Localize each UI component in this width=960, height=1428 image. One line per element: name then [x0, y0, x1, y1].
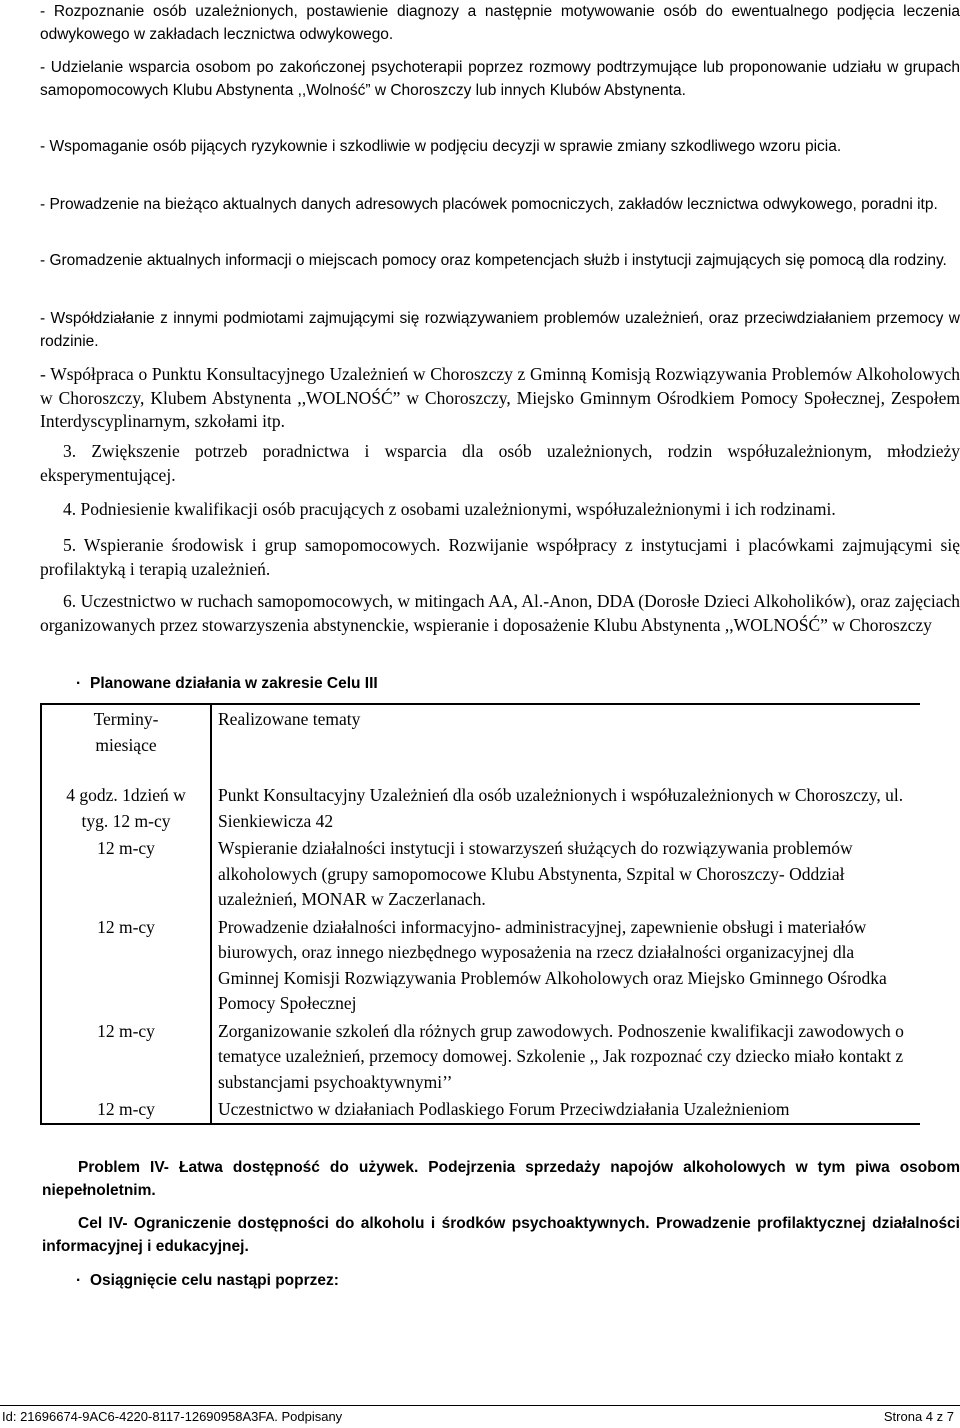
header-topic: Realizowane tematy: [211, 704, 920, 781]
footer-page-number: Strona 4 z 7: [883, 1409, 954, 1424]
table-row: [41, 1017, 920, 1096]
footer-document-id: Id: 21696674-9AC6-4220-8117-12690958A3FA. Podpisany: [2, 1409, 343, 1424]
table-row: [41, 1095, 920, 1124]
row-topic: Uczestnictwo w działaniach Podlaskiego Forum Przeciwdziałania Uzależnieniom: [211, 1095, 920, 1124]
numbered-item-5: 5. Wspieranie środowisk i grup samopomocowych. Rozwijanie współpracy z instytucjami i placówkami zajmującymi się profilaktyką i terapią uzależnień.: [40, 535, 960, 579]
row-term: 12 m-cy: [41, 1095, 211, 1124]
row-term: 12 m-cy: [41, 834, 211, 913]
plan-heading-text: Planowane działania w zakresie Celu III: [90, 675, 378, 692]
table-row: [41, 913, 920, 1017]
intro-item-cooperation-entities: - Współdziałanie z innymi podmiotami zajmującymi się rozwiązywaniem problemów uzależnień, oraz przeciwdziałaniem przemocy w rodzinie.: [40, 310, 960, 350]
header-term: Terminy-miesiące: [41, 704, 211, 781]
row-term: 12 m-cy: [41, 1017, 211, 1096]
bullet-icon: ·: [76, 1272, 82, 1289]
table-row: [41, 781, 920, 834]
numbered-item-4: 4. Podniesienie kwalifikacji osób pracujących z osobami uzależnionymi, współuzależnionymi i ich rodzinami.: [63, 499, 836, 519]
achievement-heading: [76, 1269, 339, 1292]
numbered-item-3: 3. Zwiększenie potrzeb poradnictwa i wsparcia dla osób uzależnionych, rodzin współuzależnionym, młodzieży eksperymentującej.: [40, 441, 960, 485]
table-row: [41, 834, 920, 913]
intro-item-support: - Udzielanie wsparcia osobom po zakończonej psychoterapii poprzez rozmowy podtrzymujące lub proponowanie udziału w grupach samopomocowych Klubu Abstynenta ,,Wolność” w Choroszczy lub innych Klubów Abstynenta.: [40, 59, 960, 99]
row-term: 12 m-cy: [41, 913, 211, 1017]
row-topic: Wspieranie działalności instytucji i stowarzyszeń służących do rozwiązywania problemów alkoholowych (grupy samopomocowe Klubu Abstynenta, Szpital w Choroszczy- Oddział uzależnień, MONAR w Zaczerlanach.: [211, 834, 920, 913]
intro-item-diagnosis: - Rozpoznanie osób uzależnionych, postawienie diagnozy a następnie motywowanie osób do ewentualnego podjęcia leczenia odwykowego w zakładach lecznictwa odwykowego.: [40, 3, 960, 43]
cooperation-item: - Współpraca o Punktu Konsultacyjnego Uzależnień w Choroszczy z Gminną Komisją Rozwiązywania Problemów Alkoholowych w Choroszczy, Klubem Abstynenta ,,WOLNOŚĆ” w Choroszczy, Miejsko Gminnym Ośrodkiem Pomocy Społecznej, Zespołem Interdyscyplinarnym, szkołami itp.: [40, 364, 960, 431]
problem-iv: Problem IV- Łatwa dostępność do używek. Podejrzenia sprzedaży napojów alkoholowych w tym piwa osobom niepełnoletnim.: [42, 1159, 960, 1199]
row-topic: Punkt Konsultacyjny Uzależnień dla osób uzależnionych i współuzależnionych w Choroszczy, ul. Sienkiewicza 42: [211, 781, 920, 834]
plan-heading: [76, 672, 378, 695]
intro-item-address-data: - Prowadzenie na bieżąco aktualnych danych adresowych placówek pomocniczych, zakładów lecznictwa odwykowego, poradni itp.: [40, 196, 938, 213]
numbered-item-6: 6. Uczestnictwo w ruchach samopomocowych, w mitingach AA, Al.-Anon, DDA (Dorosłe Dzieci Alkoholików), oraz zajęciach organizowanych przez stowarzyszenia abstynenckie, wspieranie i doposażenie Klubu Abstynenta ,,WOLNOŚĆ” w Choroszczy: [40, 591, 960, 635]
plan-table: [40, 703, 920, 1125]
row-topic: Prowadzenie działalności informacyjno- administracyjnej, zapewnienie obsługi i materiałów biurowych, oraz innego niezbędnego wyposażenia na rzecz działalności organizacyjnej dla Gminnej Komisji Rozwiązywania Problemów Alkoholowych oraz Miejsko Gminnego Ośrodka Pomocy Społecznej: [211, 913, 920, 1017]
goal-iv: Cel IV- Ograniczenie dostępności do alkoholu i środków psychoaktywnych. Prowadzenie profilaktycznej działalności informacyjnej i edukacyjnej.: [42, 1215, 960, 1255]
row-topic: Zorganizowanie szkoleń dla różnych grup zawodowych. Podnoszenie kwalifikacji zawodowych o tematyce uzależnień, przemocy domowej. Szkolenie ,, Jak rozpoznać czy dziecko miało kontakt z substancjami psychoaktywnymi’’: [211, 1017, 920, 1096]
row-term: 4 godz. 1dzień w tyg. 12 m-cy: [41, 781, 211, 834]
intro-item-help-info: - Gromadzenie aktualnych informacji o miejscach pomocy oraz kompetencjach służb i instytucji zajmujących się pomocą dla rodziny.: [40, 252, 947, 269]
achievement-heading-text: Osiągnięcie celu nastąpi poprzez:: [90, 1272, 339, 1289]
intro-item-risky-drinking: - Wspomaganie osób pijących ryzykownie i szkodliwie w podjęciu decyzji w sprawie zmiany szkodliwego wzoru picia.: [40, 138, 842, 155]
bullet-icon: ·: [76, 675, 82, 692]
footer-divider: [0, 1405, 960, 1406]
table-header-row: [41, 704, 920, 781]
